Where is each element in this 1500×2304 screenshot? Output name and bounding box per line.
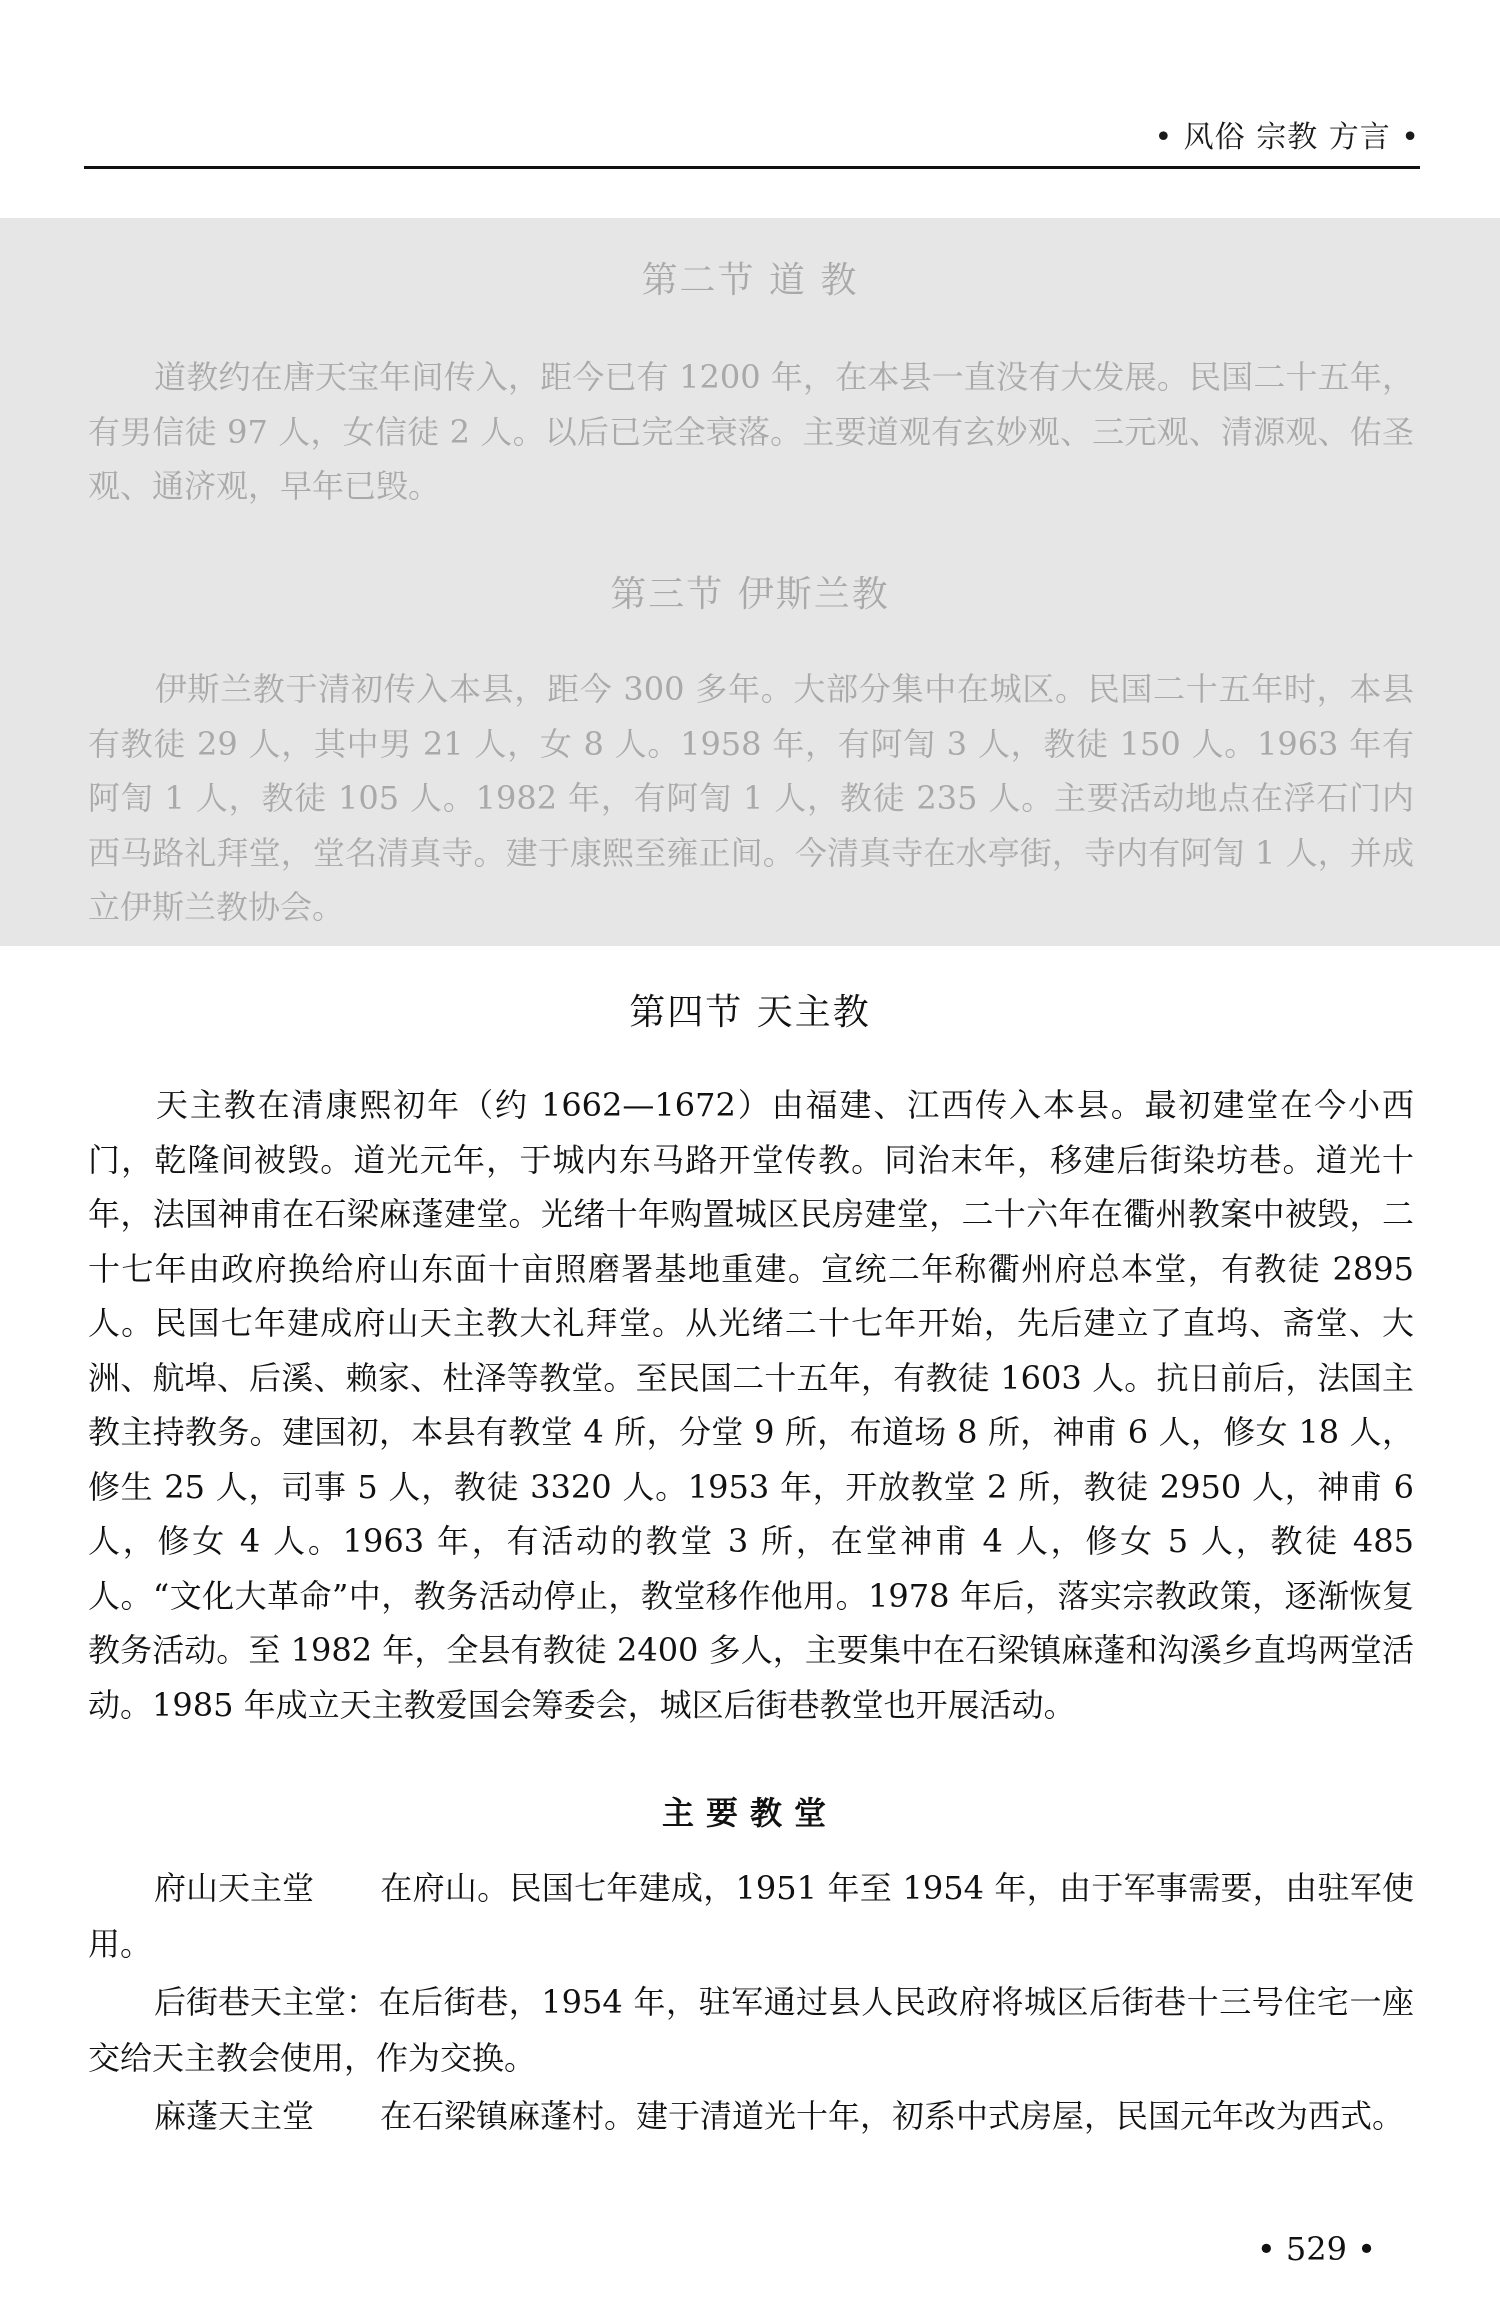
section-title-daoism: 第二节 道 教 xyxy=(641,260,859,301)
header-rule xyxy=(84,166,1420,169)
subsection-title-churches: 主要教堂 xyxy=(661,1794,838,1832)
paragraph-catholicism: 天主教在清康熙初年（约 1662—1672）由福建、江西传入本县。最初建堂在今小西门，乾隆间被毁。道光元年，于城内东马路开堂传教。同治末年，移建后街染坊巷。道光十年，法国神甫在石梁麻蓬建堂。光绪十年购置城区民房建堂，二十六年在衢州教案中被毁，二十七年由政府换给府山东面十亩照磨署基地重建。宣统二年称衢州府总本堂，有教徒 2895 人。民国七年建成府山天主教大礼拜堂。从光绪二十七年开始，先后建立了直坞、斋堂、大洲、航埠、后溪、赖家、杜泽等教堂。至民国二十五年，有教徒 1603 人。抗日前后，法国主教主持教务。建国初，本县有教堂 4 所，分堂 9 所，布道场 8 所，神甫 6 人，修女 18 人，修生 25 人，司事 5 人，教徒 3320 人。1953 年，开放教堂 2 所，教徒 2950 人，神甫 6 人，修女 4 人。1963 年，有活动的教堂 3 所，在堂神甫 4 人，修女 5 人，教徒 485 人。“文化大革命”中，教务活动停止，教堂移作他用。1978 年后，落实宗教政策，逐渐恢复教务活动。至 1982 年，全县有教徒 2400 多人，主要集中在石梁镇麻蓬和沟溪乡直坞两堂活动。1985 年成立天主教爱国会筹委会，城区后街巷教堂也开展活动。 xyxy=(88,1086,1414,1724)
section-title-catholicism: 第四节 天主教 xyxy=(629,992,871,1033)
page-number: • 529 • xyxy=(1256,2230,1376,2268)
paragraph-islam: 伊斯兰教于清初传入本县，距今 300 多年。大部分集中在城区。民国二十五年时，本县有教徒 29 人，其中男 21 人，女 8 人。1958 年，有阿訇 3 人，教徒 150 人。1963 年有阿訇 1 人，教徒 105 人。1982 年，有阿訇 1 人，教徒 235 人。主要活动地点在浮石门内西马路礼拜堂，堂名清真寺。建于康熙至雍正间。今清真寺在水亭街，寺内有阿訇 1 人，并成立伊斯兰教协会。 xyxy=(88,670,1414,926)
running-head: • 风俗 宗教 方言 • xyxy=(1154,120,1420,155)
church-description: 在府山。民国七年建成，1951 年至 1954 年，由于军事需要，由驻军使用。 xyxy=(88,1869,1414,1963)
church-entry-houjiexiang xyxy=(88,1974,1414,2086)
church-entry-mapeng xyxy=(88,2088,1414,2144)
paragraph-daoism: 道教约在唐天宝年间传入，距今已有 1200 年，在本县一直没有大发展。民国二十五年，有男信徒 97 人，女信徒 2 人。以后已完全衰落。主要道观有玄妙观、三元观、清源观、佑圣观、通济观，早年已毁。 xyxy=(88,358,1414,505)
church-name: 府山天主堂 xyxy=(154,1869,315,1907)
church-description: 在后街巷，1954 年，驻军通过县人民政府将城区后街巷十三号住宅一座交给天主教会使用，作为交换。 xyxy=(88,1983,1414,2077)
church-entry-fushan xyxy=(88,1860,1414,1972)
church-name: 麻蓬天主堂 xyxy=(154,2097,315,2135)
section-title-islam: 第三节 伊斯兰教 xyxy=(610,574,890,615)
church-description: 在石梁镇麻蓬村。建于清道光十年，初系中式房屋，民国元年改为西式。 xyxy=(380,2097,1405,2135)
church-name: 后街巷天主堂： xyxy=(154,1983,379,2021)
